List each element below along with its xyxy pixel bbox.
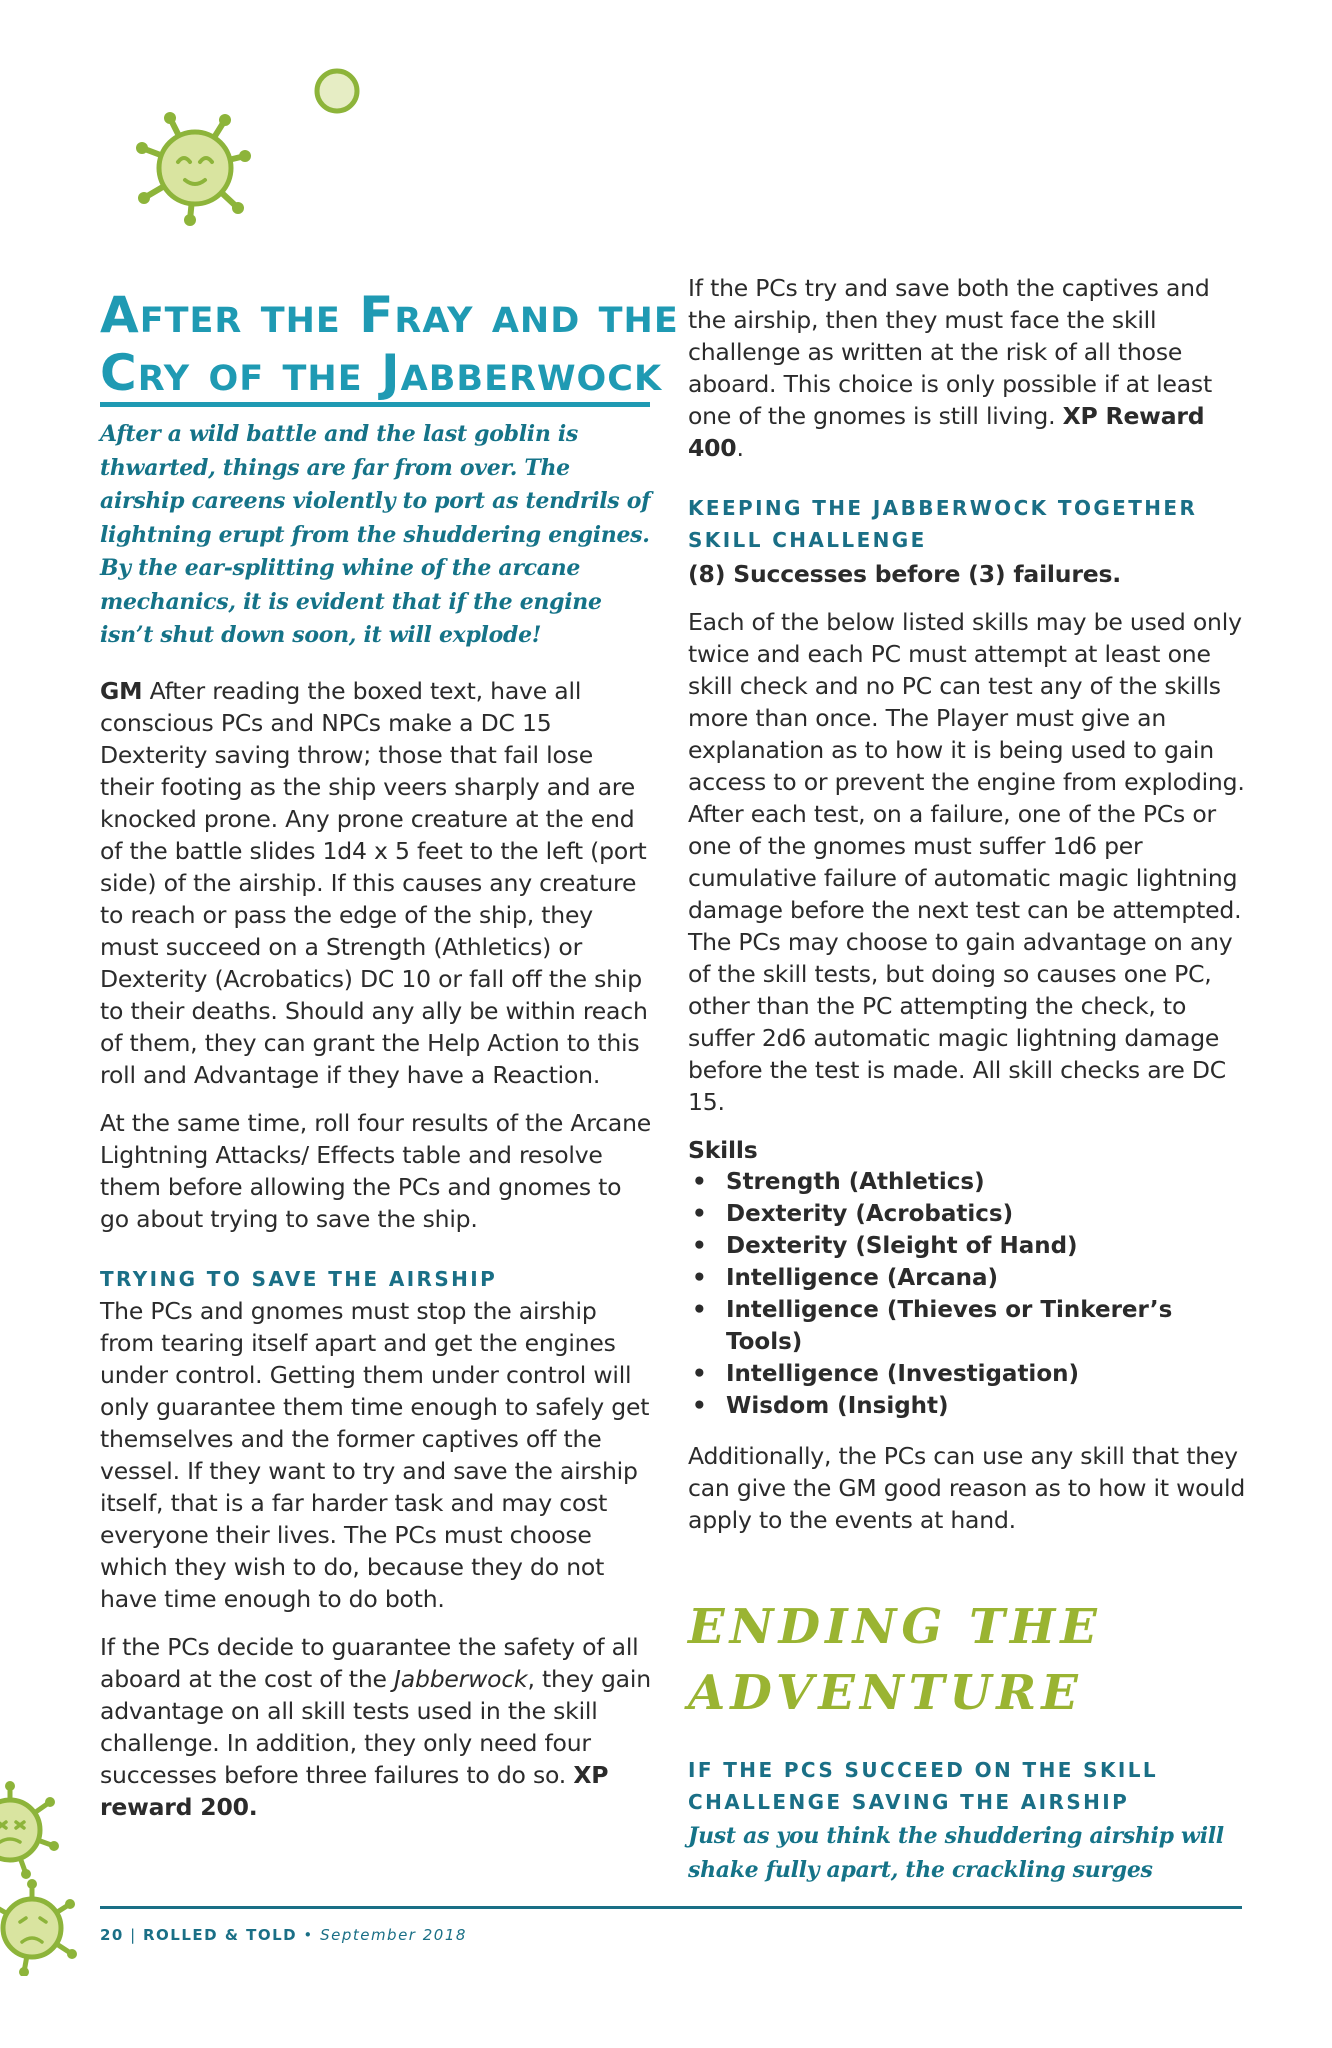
skill-challenge-heading: KEEPING THE JABBERWOCK TOGETHER SKILL CHALLENGE	[688, 496, 1198, 552]
gm-paragraph	[100, 675, 652, 1091]
left-column	[100, 418, 652, 1823]
title-underline	[100, 402, 650, 407]
gm-label: GM	[100, 676, 143, 705]
skill-challenge-requirement: (8) Successes before (3) failures.	[688, 560, 1121, 588]
additionally-paragraph: Additionally, the PCs can use any skill that they can give the GM good reason as to how it would apply to the events at hand.	[688, 1442, 1246, 1534]
skill-item: • Strength (Athletics)	[688, 1166, 1248, 1198]
skill-item: • Intelligence (Arcana)	[688, 1262, 1248, 1294]
xp-reward-200: XP reward 200.	[100, 1760, 609, 1821]
ending-heading	[688, 1594, 1248, 1726]
ending-heading-line-1: ENDING THE	[688, 1599, 1102, 1655]
section-title-line-2: Cry of the Jabberwock	[100, 344, 663, 402]
skill-challenge-description: Each of the below listed skills may be used only twice and each PC must attempt at least one skill check and no PC can test any of the skills more than once. The Player must give an explanation as to how it is being used to gain access to or prevent the engine from exploding. After each test, on a failure, one of the PCs or one of the gnomes must suffer 1d6 per cumulative failure of automatic magic lightning damage before the next test can be attempted. The PCs may choose to gain advantage on any of the skill tests, but doing so causes one PC, other than the PC attempting the check, to suffer 2d6 automatic magic lightning damage before the test is made. All skill checks are DC 15.	[688, 608, 1245, 1116]
skills-list	[688, 1166, 1248, 1422]
footer-separator: |	[130, 1926, 137, 1944]
trying-p2-start: If the PCs decide to guarantee the safety of all aboard at the cost of the	[100, 1632, 639, 1693]
right-intro-text: If the PCs try and save both the captives and the airship, then they must face the skill challenge as written at the risk of all those aboard. This choice is only possible if at least one of the gnomes is still living.	[688, 274, 1212, 430]
skill-item: • Dexterity (Sleight of Hand)	[688, 1230, 1248, 1262]
same-time-paragraph: At the same time, roll four results of the Arcane Lightning Attacks/ Effects table and resolve them before allowing the PCs and gnomes to go about trying to save the ship.	[100, 1108, 652, 1233]
right-intro-end: .	[736, 434, 744, 462]
ending-boxed-text: Just as you think the shuddering airship will shake fully apart, the crackling surges	[688, 1823, 1224, 1883]
trying-p2-mid: , they gain advantage on all skill tests used in the skill challenge. In addition, they only need four successes before three failures to do so.	[100, 1664, 651, 1789]
germ-dizzy-icon	[0, 1780, 60, 1880]
ending-heading-line-2: ADVENTURE	[688, 1665, 1083, 1721]
germ-sad-icon	[0, 1876, 78, 1976]
section-title-line-1: After the Fray and the	[100, 286, 679, 344]
intro-boxed-text: After a wild battle and the last goblin is thwarted, things are far from over. The airship careens violently to port as tendrils of lightning erupt from the shuddering engines. By the ear-splitting whine of the arcane mechanics, it is evident that if the engine isn’t shut down soon, it will explode!	[100, 421, 651, 648]
publication-name: ROLLED & TOLD	[143, 1926, 298, 1944]
germ-smiling-icon	[130, 108, 260, 228]
skill-item: • Dexterity (Acrobatics)	[688, 1198, 1248, 1230]
skills-label: Skills	[688, 1136, 758, 1164]
skill-item: • Intelligence (Thieves or Tinkerer’s Tools)	[688, 1294, 1248, 1358]
right-intro-paragraph	[688, 272, 1248, 464]
gm-text: After reading the boxed text, have all conscious PCs and NPCs make a DC 15 Dexterity saving throw; those that fail lose their footing as the ship veers sharply and are knocked prone. Any prone creature at the end of the battle slides 1d4 x 5 feet to the left (port side) of the airship. If this causes any creature to reach or pass the edge of the ship, they must succeed on a Strength (Athletics) or Dexterity (Acrobatics) DC 10 or fall off the ship to their deaths. Should any ally be within reach of them, they can grant the Help Action to this roll and Advantage if they have a Reaction.	[100, 676, 648, 1089]
trying-paragraph-2	[100, 1631, 652, 1823]
ending-subheading: IF THE PCS SUCCEED ON THE SKILL CHALLENGE SAVING THE AIRSHIP	[688, 1758, 1158, 1814]
skill-item: • Intelligence (Investigation)	[688, 1358, 1248, 1390]
trying-heading: TRYING TO SAVE THE AIRSHIP	[100, 1266, 498, 1291]
issue-date: September 2018	[320, 1926, 467, 1944]
page-footer	[100, 1926, 467, 1944]
right-column	[688, 272, 1248, 1887]
footer-rule	[100, 1906, 1242, 1909]
ship-name: Jabberwock	[394, 1664, 528, 1693]
trying-paragraph-1: The PCs and gnomes must stop the airship from tearing itself apart and get the engines under control. Getting them under control will only guarantee them time enough to safely get themselves and the former captives off the vessel. If they want to try and save the airship itself, that is a far harder task and may cost everyone their lives. The PCs must choose which they wish to do, because they do not have time enough to do both.	[100, 1296, 650, 1613]
page-number: 20	[100, 1926, 124, 1944]
footer-bullet: •	[303, 1926, 314, 1944]
skill-item: • Wisdom (Insight)	[688, 1390, 1248, 1422]
xp-reward-400: XP Reward 400	[688, 402, 1205, 462]
bubble-icon	[312, 66, 362, 116]
section-title	[100, 286, 679, 402]
